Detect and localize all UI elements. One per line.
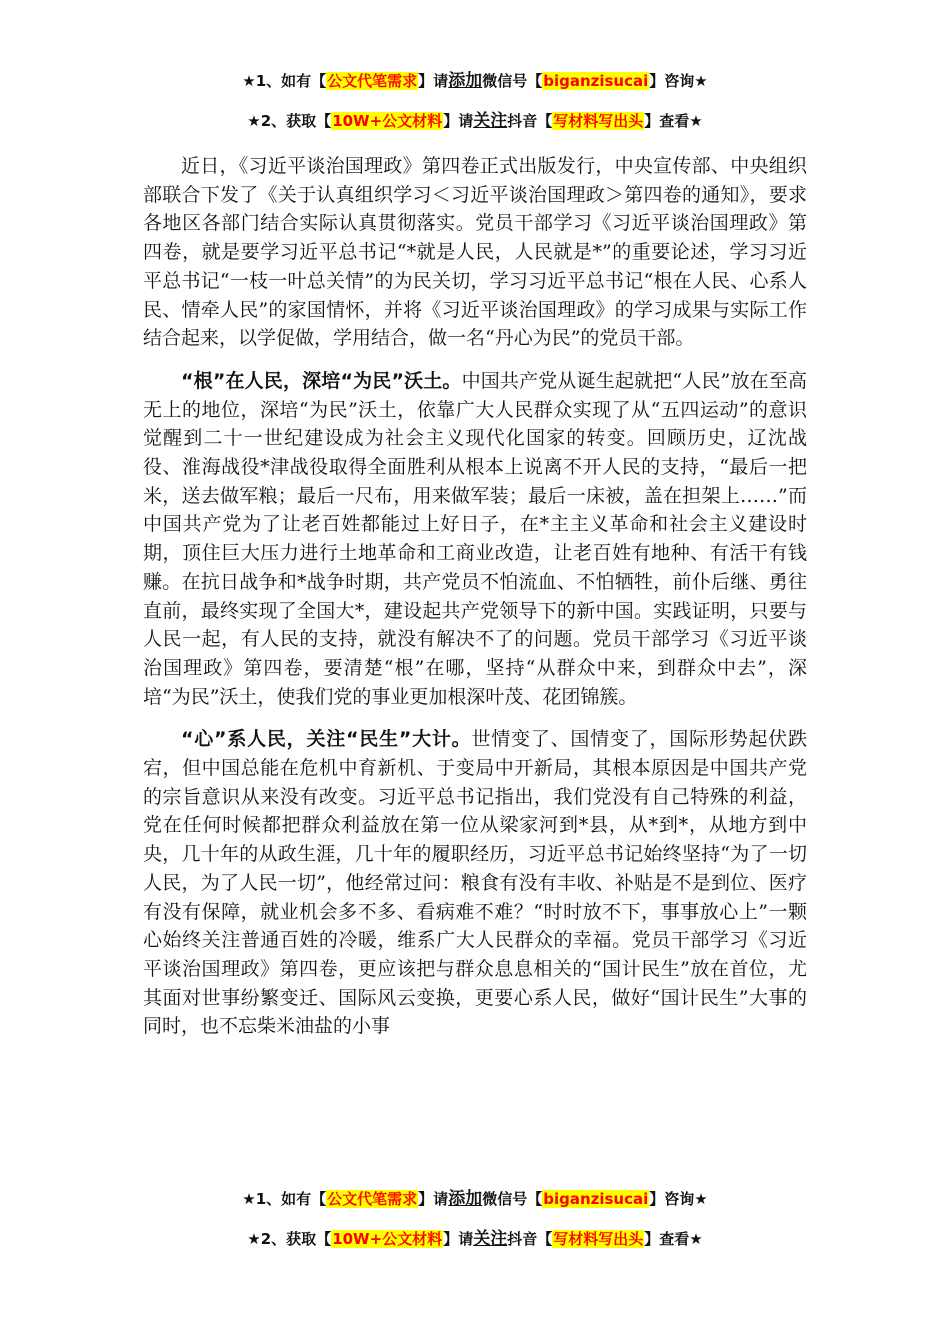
highlight-wechat-id: biganzisucai xyxy=(543,1190,649,1208)
bottom-banner-line-2: ★2、获取【10W+公文材料】请关注抖音【写材料写出头】查看★ xyxy=(247,1229,703,1249)
top-banner-line-2: ★2、获取【10W+公文材料】请关注抖音【写材料写出头】查看★ xyxy=(247,111,703,131)
star-icon: ★ xyxy=(247,112,261,130)
bottom-banner-line-1: ★1、如有【公文代笔需求】请添加微信号【biganzisucai】咨询★ xyxy=(242,1189,708,1209)
emphasis-follow: 关注 xyxy=(473,111,508,131)
star-icon: ★ xyxy=(242,72,256,90)
top-banner-line-1: ★1、如有【公文代笔需求】请添加微信号【biganzisucai】咨询★ xyxy=(242,71,708,91)
highlight-service: 公文代笔需求 xyxy=(327,1190,418,1208)
article-body xyxy=(143,152,807,1055)
highlight-douyin-name: 写材料写出头 xyxy=(553,112,644,130)
paragraph-heading: “心”系人民，关注“民生”大计。 xyxy=(181,728,472,751)
star-icon: ★ xyxy=(689,112,703,130)
emphasis-add: 添加 xyxy=(448,1189,483,1209)
paragraph-root: “根”在人民，深培“为民”沃土。中国共产党从诞生起就把“人民”放在至高无上的地位，深培“为民”沃土，依靠广大人民群众实现了从“五四运动”的意识觉醒到二十一世纪建设成为社会主义现代化国家的转变。回顾历史，辽沈战役、淮海战役*津战役取得全面胜利从根本上说离不开人民的支持，“最后一把米，送去做军粮；最后一尺布，用来做军装；最后一床被，盖在担架上……”而中国共产党为了让老百姓都能过上好日子，在*主主义革命和社会主义建设时期，顶住巨大压力进行土地革命和工商业改造，让老百姓有地种、有活干有钱赚。在抗日战争和*战争时期，共产党员不怕流血、不怕牺牲，前仆后继、勇往直前，最终实现了全国大*，建设起共产党领导下的新中国。实践证明，只要与人民一起，有人民的支持，就没有解决不了的问题。党员干部学习《习近平谈治国理政》第四卷，要清楚“根”在哪，坚持“从群众中来，到群众中去”，深培“为民”沃土，使我们党的事业更加根深叶茂、花团锦簇。 xyxy=(143,369,807,708)
highlight-douyin-name: 写材料写出头 xyxy=(553,1230,644,1248)
star-icon: ★ xyxy=(694,1190,708,1208)
paragraph-heading: “根”在人民，深培“为民”沃土。 xyxy=(181,369,462,392)
paragraph-heart: “心”系人民，关注“民生”大计。世情变了、国情变了，国际形势起伏跌宕，但中国总能在危机中育新机、于变局中开新局，其根本原因是中国共产党的宗旨意识从来没有改变。习近平总书记指出，我们党没有自己特殊的利益，党在任何时候都把群众利益放在第一位从梁家河到*县，从*到*，从地方到中央，几十年的从政生涯，几十年的履职经历，习近平总书记始终坚持“为了一切人民，为了人民一切”，他经常过问：粮食有没有丰收、补贴是不是到位、医疗有没有保障，就业机会多不多、看病难不难？“时时放不下，事事放心上”一颗心始终关注普通百姓的冷暖，维系广大人民群众的幸福。党员干部学习《习近平谈治国理政》第四卷，更应该把与群众息息相关的“国计民生”放在首位，尤其面对世事纷繁变迁、国际风云变换，更要心系人民，做好“国计民生”大事的同时，也不忘柴米油盐的小事 xyxy=(143,728,807,1038)
paragraph-intro: 近日，《习近平谈治国理政》第四卷正式出版发行，中央宣传部、中央组织部联合下发了《关于认真组织学习＜习近平谈治国理政＞第四卷的通知》，要求各地区各部门结合实际认真贯彻落实。党员干部学习《习近平谈治国理政》第四卷，就是要学习近平总书记“*就是人民，人民就是*”的重要论述，学习习近平总书记“一枝一叶总关情”的为民关切，学习习近平总书记“根在人民、心系人民、情牵人民”的家国情怀，并将《习近平谈治国理政》的学习成果与实际工作结合起来，以学促做，学用结合，做一名“丹心为民”的党员干部。 xyxy=(143,155,807,350)
highlight-wechat-id: biganzisucai xyxy=(543,72,649,90)
star-icon: ★ xyxy=(242,1190,256,1208)
highlight-materials: 10W+公文材料 xyxy=(332,112,443,130)
highlight-service: 公文代笔需求 xyxy=(327,72,418,90)
star-icon: ★ xyxy=(247,1230,261,1248)
emphasis-follow: 关注 xyxy=(473,1229,508,1249)
emphasis-add: 添加 xyxy=(448,71,483,91)
star-icon: ★ xyxy=(689,1230,703,1248)
star-icon: ★ xyxy=(694,72,708,90)
highlight-materials: 10W+公文材料 xyxy=(332,1230,443,1248)
